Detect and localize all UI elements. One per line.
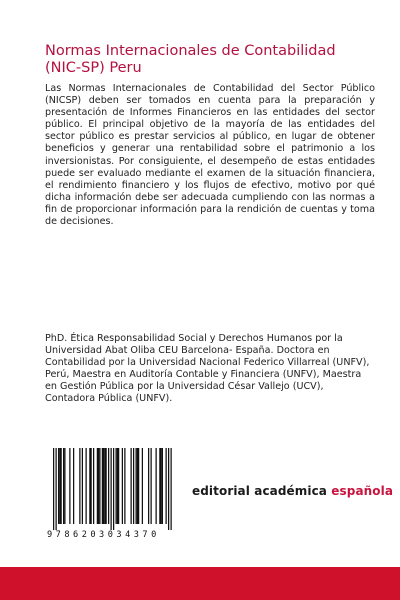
barcode-bar (93, 448, 94, 524)
barcode-bar (166, 448, 167, 524)
barcode-bar (61, 448, 62, 524)
barcode-bar (64, 448, 65, 524)
barcode-bar (118, 448, 119, 524)
barcode-bar (122, 448, 123, 524)
barcode-bar (56, 448, 57, 530)
barcode-bar (124, 448, 125, 524)
isbn-number: 9786203034370 (47, 530, 160, 540)
barcode-bar (53, 448, 54, 530)
barcode-bar (73, 448, 74, 524)
author-bio: PhD. Ética Responsabilidad Social y Derechos Humanos por la Universidad Abat Oliba CEU Barcelona- España. Doctora en Contabilidad por la Universidad Nacional Federico Villarreal (UNFV), Perú, Maestra en Auditoría Contable y Financiera (UNFV), Maestra en Gestión Pública por la Universidad César Vallejo (UCV), Contadora Pública (UNFV). (45, 333, 370, 405)
barcode-bar (116, 448, 117, 524)
barcode-bar (142, 448, 143, 524)
barcode-bar (156, 448, 157, 524)
barcode-bar (98, 448, 99, 524)
barcode-bar (82, 448, 83, 524)
publisher-name: editorial académica (192, 484, 332, 498)
barcode-bar (59, 448, 60, 524)
barcode-bars (45, 448, 180, 530)
barcode-bar (103, 448, 104, 524)
barcode-bar (104, 448, 105, 524)
barcode-bar (136, 448, 137, 524)
publisher-logo (192, 484, 393, 498)
barcode-bar (159, 448, 160, 524)
barcode-bar (91, 448, 92, 524)
barcode-bar (69, 448, 70, 524)
publisher-name-accent: española (331, 484, 394, 498)
barcode-bar (99, 448, 100, 524)
barcode-bar (113, 448, 114, 530)
barcode-bar (86, 448, 87, 524)
barcode-bar (168, 448, 169, 530)
back-cover-title (45, 43, 375, 77)
barcode-bar (102, 448, 103, 524)
barcode-bar (162, 448, 163, 524)
barcode-bar (58, 448, 59, 524)
barcode-bar (148, 448, 149, 524)
barcode-bar (151, 448, 152, 524)
barcode-bar (63, 448, 64, 524)
barcode-bar (161, 448, 162, 524)
footer-color-band (0, 567, 400, 600)
barcode-bar (97, 448, 98, 524)
barcode (45, 448, 180, 546)
barcode-bar (106, 448, 107, 524)
barcode-bar (131, 448, 132, 524)
barcode-bar (89, 448, 90, 524)
barcode-bar (108, 448, 109, 524)
barcode-bar (79, 448, 80, 524)
barcode-bar (133, 448, 134, 524)
barcode-bar (171, 448, 172, 530)
title-line-2: (NIC-SP) Peru (45, 60, 142, 76)
barcode-bar (111, 448, 112, 530)
barcode-bar (138, 448, 139, 524)
barcode-bar (117, 448, 118, 524)
book-description: Las Normas Internacionales de Contabilidad del Sector Público (NICSP) deben ser tomados en cuenta para la preparación y presentación de Informes Financieros en las entidades del sector público. El principal objetivo de la mayoría de las entidades del sector público es prestar servicios al público, en lugar de obtener beneficios y generar una rentabilidad sobre el patrimonio a los inversionistas. Por consiguiente, el desempeño de estas entidades puede ser evaluado mediante el examen de la situación financiera, el rendimiento financiero y los flujos de efectivo, motivo por qué dicha información debe ser adecuada cumpliendo con las normas a fin de proporcionar información para la rendición de cuentas y toma de decisiones. (45, 83, 375, 228)
title-line-1: Normas Internacionales de Contabilidad (45, 43, 336, 59)
barcode-bar (137, 448, 138, 524)
